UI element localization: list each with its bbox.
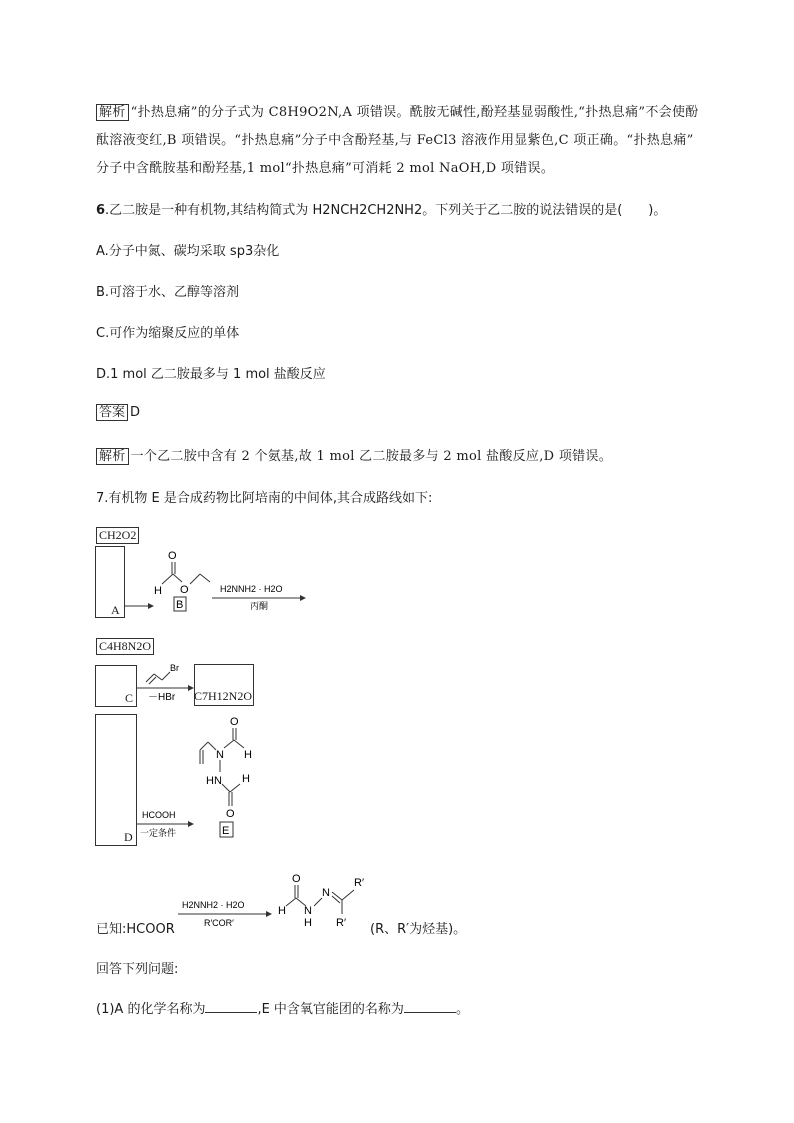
known-reaction-prefix: 已知:HCOOR xyxy=(96,922,175,937)
label-d: D xyxy=(124,830,133,844)
question-6-analysis: 解析 一个乙二胺中含有 2 个氨基,故 1 mol 乙二胺最多与 2 mol 盐酸反应,D 项错误。 xyxy=(96,445,612,465)
label-b: B xyxy=(176,599,184,611)
svg-text:O: O xyxy=(226,808,235,820)
reagent-3-top: HCOOH xyxy=(142,810,176,820)
analysis-5-line-3: 分子中含酰胺基和酚羟基,1 mol“扑热息痛”可消耗 2 mol NaOH,D 项错误。 xyxy=(96,161,555,176)
route-step-1 xyxy=(120,546,320,618)
compound-e-structure xyxy=(200,716,252,820)
formula-c7h12n2o: C7H12N2O xyxy=(194,689,253,703)
sub-question-1: (1)A 的化学名称为 ,E 中含氧官能团的名称为 。 xyxy=(96,1002,469,1017)
label-c: C xyxy=(125,691,134,705)
svg-text:HN: HN xyxy=(206,775,222,787)
route-step-3 xyxy=(134,712,274,842)
known-reaction-arrow-head xyxy=(266,911,272,917)
analysis-tag: 解析 xyxy=(96,104,129,121)
svg-text:O: O xyxy=(180,584,189,596)
question-7-stem: 7.有机物 E 是合成药物比阿培南的中间体,其合成路线如下: xyxy=(96,491,433,506)
formula-c4h8n2o: C4H8N2O xyxy=(96,638,154,655)
question-6-answer: 答案 D xyxy=(96,404,140,421)
analysis-5-line-1: 解析 “扑热息痛”的分子式为 C8H9O2N,A 项错误。酰胺无碱性,酚羟基显弱酸性,“扑热息痛”不会使酚 xyxy=(96,101,699,121)
formula-ch2o2: CH2O2 xyxy=(96,527,139,544)
svg-text:O: O xyxy=(168,550,177,562)
allyl-bromide-structure xyxy=(146,663,179,684)
reagent-2-top: Br xyxy=(170,663,179,673)
svg-text:H: H xyxy=(278,905,286,917)
question-6-option-a: A.分子中氮、碳均采取 sp3杂化 xyxy=(96,244,280,259)
arrow-a-to-b-head xyxy=(148,603,154,609)
svg-text:H: H xyxy=(154,585,162,597)
known-reagent-top: H2NNH2 · H2O xyxy=(182,900,245,910)
question-6-number: 6 xyxy=(96,203,106,218)
known-reagent-bottom: R′COR′ xyxy=(204,918,234,928)
arrow-b-to-c-head xyxy=(300,595,306,601)
analysis-5-line-2: 酞溶液变红,B 项错误。“扑热息痛”分子中含酚羟基,与 FeCl3 溶液作用显紫色,C 项正确。“扑热息痛” xyxy=(96,133,694,148)
reagent-1-bottom: 丙酮 xyxy=(250,601,269,611)
reagent-3-bottom: 一定条件 xyxy=(140,828,177,838)
reagent-1-top: H2NNH2 · H2O xyxy=(220,584,283,594)
answer-prompt: 回答下列问题: xyxy=(96,962,179,977)
question-6-option-d: D.1 mol 乙二胺最多与 1 mol 盐酸反应 xyxy=(96,367,326,382)
svg-text:R′: R′ xyxy=(354,877,365,889)
ethyl-formate-structure xyxy=(154,550,210,597)
answer-tag: 答案 xyxy=(96,404,128,421)
svg-text:R′: R′ xyxy=(336,917,347,929)
svg-text:H: H xyxy=(244,749,252,761)
label-a: A xyxy=(111,603,120,617)
question-6-option-c: C.可作为缩聚反应的单体 xyxy=(96,326,240,341)
svg-text:O: O xyxy=(292,873,301,885)
question-6-option-b: B.可溶于水、乙醇等溶剂 xyxy=(96,285,240,300)
label-e: E xyxy=(222,825,230,837)
svg-text:N: N xyxy=(216,749,224,761)
reagent-2-bottom: －HBr xyxy=(148,692,176,703)
svg-text:N: N xyxy=(322,887,330,899)
answer-blank-2[interactable] xyxy=(404,1000,456,1013)
analysis-tag: 解析 xyxy=(96,448,129,465)
svg-text:O: O xyxy=(230,716,239,728)
svg-text:H: H xyxy=(242,773,250,785)
answer-blank-1[interactable] xyxy=(205,1000,257,1013)
question-6-stem: 6.乙二胺是一种有机物,其结构简式为 H2NCH2CH2NH2。下列关于乙二胺的说法错误的是( )。 xyxy=(96,203,667,218)
arrow-d-to-e-head xyxy=(188,821,194,827)
hydrazone-structure xyxy=(278,873,364,929)
known-reaction-suffix: (R、R′为烃基)。 xyxy=(370,922,467,937)
svg-text:N: N xyxy=(304,905,312,917)
svg-text:H: H xyxy=(304,917,312,929)
compound-d-box xyxy=(95,714,137,846)
